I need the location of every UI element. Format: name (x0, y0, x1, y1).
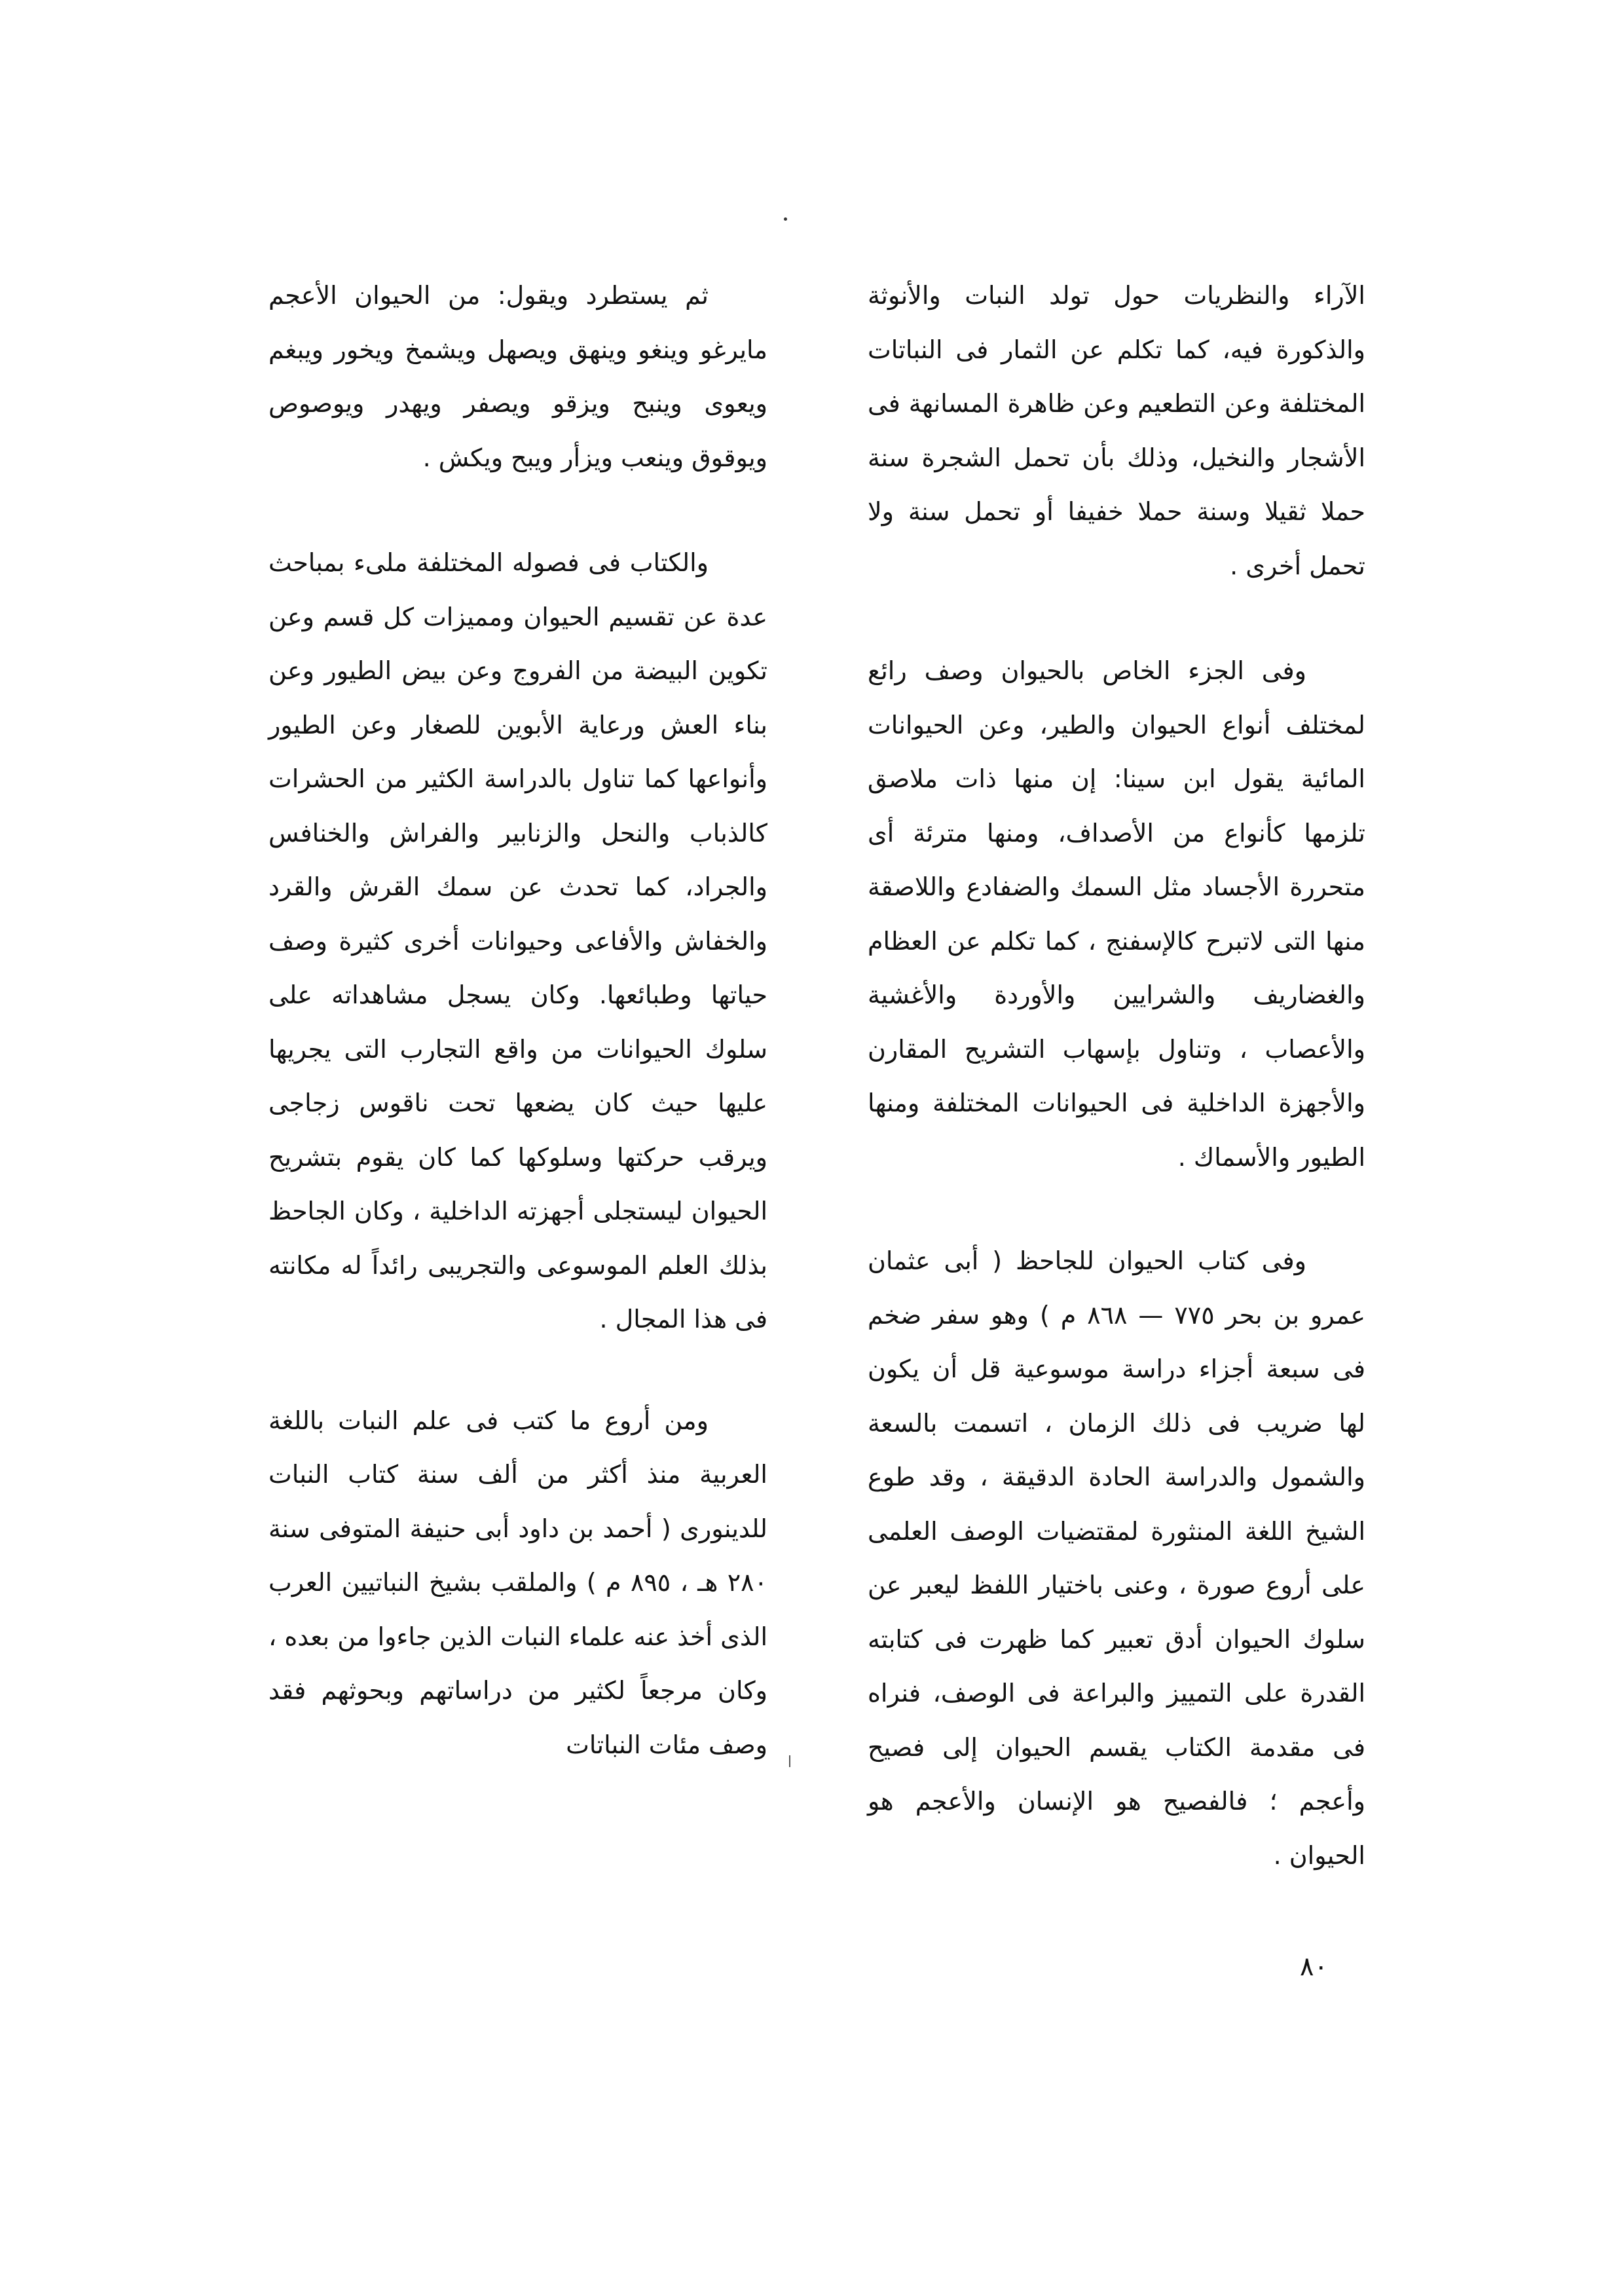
left-text-column (268, 269, 767, 1772)
right-paragraph-1: الآراء والنظريات حول تولد النبات والأنوثة والذكورة فيه، كما تكلم عن الثمار فى النباتات المختلفة وعن التطعيم وعن ظاهرة المسانهة فى الأشجار والنخيل، وذلك بأن تحمل الشجرة سنة حملا ثقيلا وسنة حملا خفيفا أو تحمل سنة ولا تحمل أخرى . (868, 281, 1365, 580)
column-divider-mark (789, 1755, 790, 1767)
right-paragraph-3: وفى كتاب الحيوان للجاحظ ( أبى عثمان عمرو بن بحر ٧٧٥ — ٨٦٨ م ) وهو سفر ضخم فى سبعة أجزاء دراسة موسوعية قل أن يكون لها ضريب فى ذلك الزمان ، اتسمت بالسعة والشمول والدراسة الحادة الدقيقة ، وقد طوع الشيخ اللغة المنثورة لمقتضيات الوصف العلمى على أروع صورة ، وعنى باختيار اللفظ ليعبر عن سلوك الحيوان أدق تعبير كما ظهرت فى كتابته القدرة على التمييز والبراعة فى الوصف، فنراه فى مقدمة الكتاب يقسم الحيوان إلى فصيح وأعجم ؛ فالفصيح هو الإنسان والأعجم هو الحيوان . (868, 1246, 1365, 1870)
left-paragraph-1: ثم يستطرد ويقول: من الحيوان الأعجم مايرغو وينغو وينهق ويصهل ويشمخ ويخور ويبغم ويعوى وينبح ويزقو ويصفر ويهدر ويوصوص ويوقوق وينعب ويزأر ويبح ويكش . (268, 281, 767, 472)
right-paragraph-2: وفى الجزء الخاص بالحيوان وصف رائع لمختلف أنواع الحيوان والطير، وعن الحيوانات المائية يقول ابن سينا: إن منها ذات ملاصق تلزمها كأنواع من الأصداف، ومنها مترئة أى متحررة الأجساد مثل السمك والضفادع واللاصقة منها التى لاتبرح كالإسفنج ، كما تكلم عن العظام والغضاريف والشرايين والأوردة والأغشية والأعصاب ، وتناول بإسهاب التشريح المقارن والأجهزة الداخلية فى الحيوانات المختلفة ومنها الطيور والأسماك . (868, 656, 1365, 1172)
right-text-column (868, 269, 1365, 1882)
print-speck (784, 217, 787, 221)
left-paragraph-3: ومن أروع ما كتب فى علم النبات باللغة العربية منذ أكثر من ألف سنة كتاب النبات للدينورى ( أحمد بن داود أبى حنيفة المتوفى سنة ٢٨٠ هـ ، ٨٩٥ م ) والملقب بشيخ النباتيين العرب الذى أخذ عنه علماء النبات الذين جاءوا من بعده ، وكان مرجعاً لكثير من دراساتهم وبحوثهم فقد وصف مئات النباتات (268, 1406, 767, 1759)
page-number: ٨٠ (1300, 1952, 1328, 1982)
left-paragraph-2: والكتاب فى فصوله المختلفة ملىء بمباحث عدة عن تقسيم الحيوان ومميزات كل قسم وعن تكوين البيضة من الفروج وعن بيض الطيور وعن بناء العش ورعاية الأبوين للصغار وعن الطيور وأنواعها كما تناول بالدراسة الكثير من الحشرات كالذباب والنحل والزنابير والفراش والخنافس والجراد، كما تحدث عن سمك القرش والقرد والخفاش والأفاعى وحيوانات أخرى كثيرة وصف حياتها وطبائعها. وكان يسجل مشاهداته على سلوك الحيوانات من واقع التجارب التى يجريها عليها حيث كان يضعها تحت ناقوس زجاجى ويرقب حركتها وسلوكها كما كان يقوم بتشريح الحيوان ليستجلى أجهزته الداخلية ، وكان الجاحظ بذلك العلم الموسوعى والتجريبى رائداً له مكانته فى هذا المجال . (268, 548, 767, 1334)
